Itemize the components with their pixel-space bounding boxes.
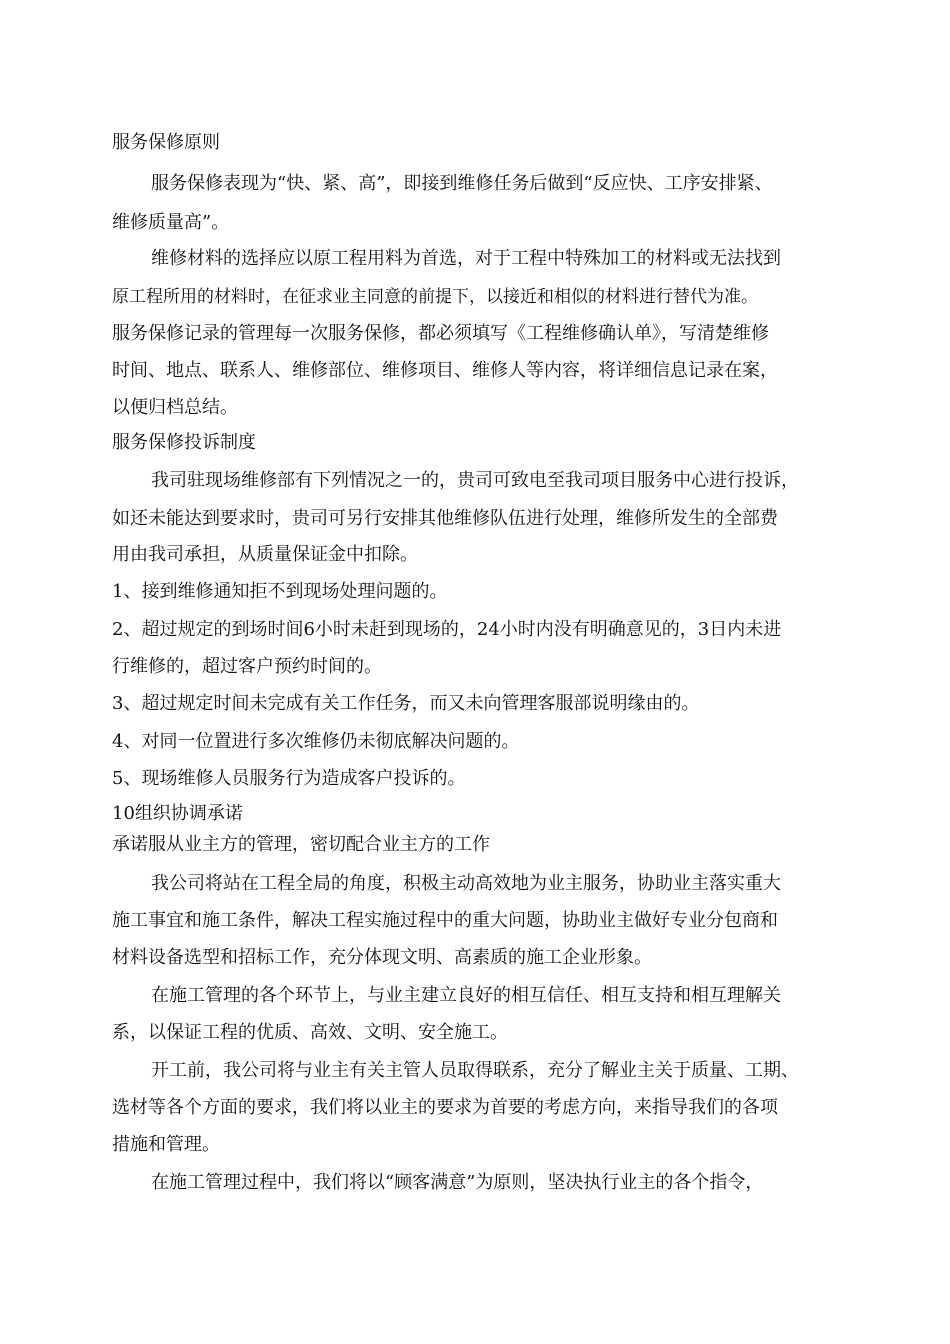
list-item: 行维修的，超过客户预约时间的。: [112, 656, 382, 677]
paragraph-line: 我公司将站在工程全局的角度，积极主动高效地为业主服务，协助业主落实重大: [151, 873, 781, 894]
list-item: 1、接到维修通知拒不到现场处理问题的。: [112, 581, 448, 602]
list-item: 5、现场维修人员服务行为造成客户投诉的。: [112, 768, 466, 789]
paragraph-line: 用由我司承担，从质量保证金中扣除。: [112, 544, 418, 565]
paragraph-line: 措施和管理。: [112, 1134, 220, 1155]
section-heading: 服务保修原则: [112, 132, 220, 153]
paragraph-line: 以便归档总结。: [112, 397, 238, 418]
paragraph-line: 服务保修表现为“快、紧、高”，即接到维修任务后做到“反应快、工序安排紧、: [151, 173, 773, 194]
section-heading: 承诺服从业主方的管理，密切配合业主方的工作: [112, 834, 490, 855]
paragraph-line: 如还未能达到要求时，贵司可另行安排其他维修队伍进行处理，维修所发生的全部费: [112, 508, 778, 529]
paragraph-line: 维修质量高”。: [112, 212, 230, 233]
paragraph-line: 时间、地点、联系人、维修部位、维修项目、维修人等内容，将详细信息记录在案，: [112, 360, 778, 381]
section-heading: 服务保修投诉制度: [112, 432, 256, 453]
paragraph-line: 系，以保证工程的优质、高效、文明、安全施工。: [112, 1022, 508, 1043]
paragraph-line: 原工程所用的材料时，在征求业主同意的前提下，以接近和相似的材料进行替代为准。: [112, 287, 758, 307]
paragraph-line: 维修材料的选择应以原工程用料为首选，对于工程中特殊加工的材料或无法找到: [151, 248, 781, 269]
list-item: 2、超过规定的到场时间6小时未赶到现场的，24小时内没有明确意见的，3日内未进: [112, 619, 782, 640]
list-item: 4、对同一位置进行多次维修仍未彻底解决问题的。: [112, 731, 520, 752]
paragraph-line: 我司驻现场维修部有下列情况之一的，贵司可致电至我司项目服务中心进行投诉，: [151, 470, 799, 491]
paragraph-line: 在施工管理过程中，我们将以“顾客满意”为原则，坚决执行业主的各个指令，: [151, 1172, 764, 1193]
paragraph-line: 开工前，我公司将与业主有关主管人员取得联系，充分了解业主关于质量、工期、: [151, 1060, 799, 1081]
paragraph-line: 施工事宜和施工条件，解决工程实施过程中的重大问题，协助业主做好专业分包商和: [112, 910, 778, 931]
paragraph-line: 服务保修记录的管理每一次服务保修，都必须填写《工程维修确认单》，写清楚维修: [112, 323, 769, 344]
paragraph-line: 材料设备选型和招标工作，充分体现文明、高素质的施工企业形象。: [112, 947, 652, 968]
paragraph-line: 在施工管理的各个环节上，与业主建立良好的相互信任、相互支持和相互理解关: [151, 985, 781, 1006]
list-item: 3、超过规定时间未完成有关工作任务，而又未向管理客服部说明缘由的。: [112, 693, 700, 714]
paragraph-line: 选材等各个方面的要求，我们将以业主的要求为首要的考虑方向，来指导我们的各项: [112, 1097, 778, 1118]
section-heading: 10组织协调承诺: [112, 803, 243, 824]
